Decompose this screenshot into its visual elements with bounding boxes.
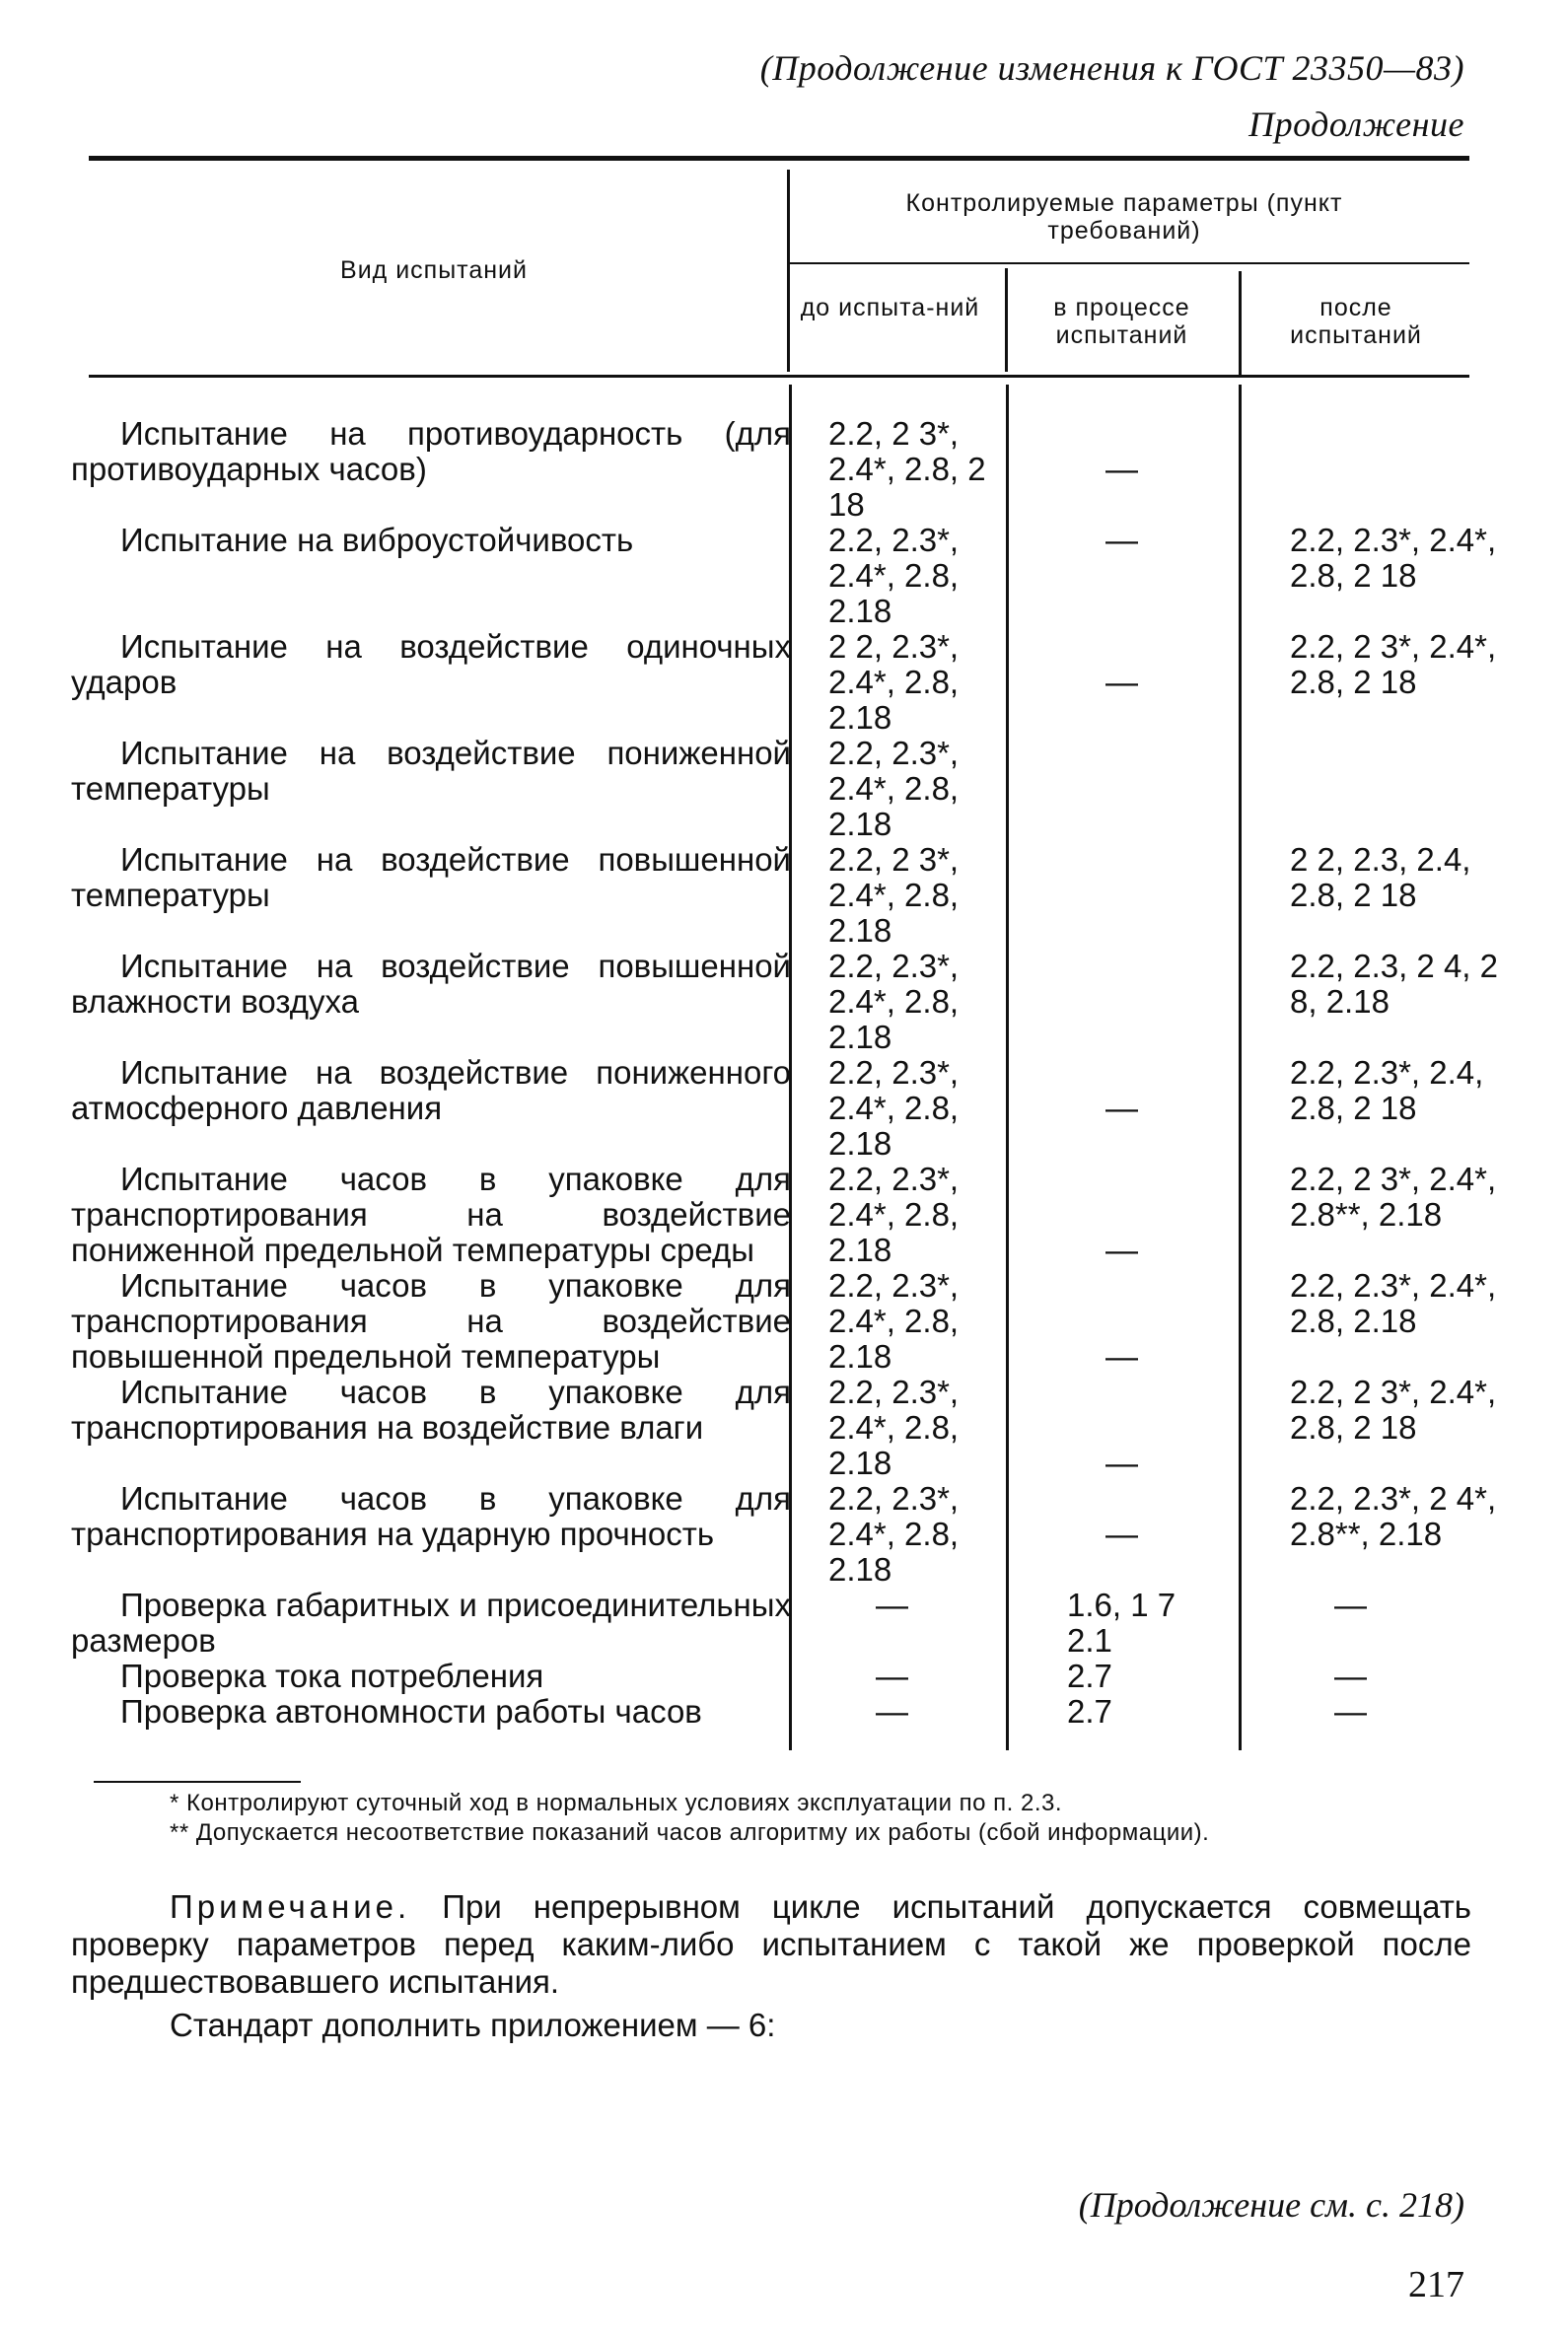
test-name: Проверка габаритных и присоединительных размеров [71, 1587, 791, 1659]
params-during: — [1105, 1338, 1138, 1375]
params-before: — [876, 1658, 908, 1694]
footer-continuation: (Продолжение см. с. 218) [1078, 2185, 1464, 2225]
footnote-rule [94, 1781, 301, 1783]
params-before: — [876, 1587, 908, 1623]
test-name: Испытание на воздействие повышенной температуры [71, 841, 791, 913]
params-after: 2.2, 2 3*, 2.4*, 2.8, 2 18 [1290, 628, 1497, 700]
test-name: Испытание на воздействие пониженного атмосферного давления [71, 1054, 791, 1126]
test-name: Проверка тока потребления [120, 1658, 544, 1694]
params-during: — [1105, 1516, 1138, 1552]
params-before: 2.2, 2.3*, 2.4*, 2.8, 2.18 [828, 522, 960, 629]
params-during: — [1105, 1232, 1138, 1268]
test-name: Испытание часов в упаковке для транспортирования на воздействие пониженной предельной температуры среды [71, 1161, 791, 1268]
params-after: 2.2, 2 3*, 2.4*, 2.8**, 2.18 [1290, 1161, 1497, 1233]
test-name: Испытание на воздействие повышенной влажности воздуха [71, 948, 791, 1020]
params-after: — [1334, 1587, 1367, 1623]
column-header-test-type: Вид испытаний [340, 256, 528, 284]
params-before: 2.2, 2.3*, 2.4*, 2.8, 2.18 [828, 1267, 960, 1375]
table-top-rule [89, 156, 1469, 161]
test-name: Проверка автономности работы часов [120, 1693, 702, 1730]
params-before: 2.2, 2 3*, 2.4*, 2.8, 2.18 [828, 841, 960, 949]
params-during: — [1105, 1445, 1138, 1481]
continuation-header: (Продолжение изменения к ГОСТ 23350—83) [759, 48, 1464, 88]
footnote-1: * Контролируют суточный ход в нормальных условиях эксплуатации по п. 2.3. [170, 1790, 1063, 1816]
params-before: — [876, 1693, 908, 1730]
divider-before-during-body [1006, 385, 1009, 1750]
addition-line: Стандарт дополнить приложением — 6: [170, 2007, 776, 2043]
divider-during-after-header [1239, 271, 1242, 375]
test-name: Испытание часов в упаковке для транспортирования на ударную прочность [71, 1480, 791, 1552]
test-name: Испытание на виброустойчивость [120, 522, 634, 558]
params-before: 2.2, 2.3*, 2.4*, 2.8, 2.18 [828, 735, 960, 842]
params-after: 2.2, 2.3*, 2.4*, 2.8, 2.18 [1290, 1267, 1497, 1339]
params-during: — [1105, 1090, 1138, 1126]
params-after: 2.2, 2.3*, 2.4, 2.8, 2 18 [1290, 1054, 1484, 1126]
test-name: Испытание на противоударность (для противоударных часов) [71, 415, 791, 487]
note-label: Примечание. [170, 1888, 411, 1925]
params-during: — [1105, 664, 1138, 700]
params-during: 2.7 [1067, 1693, 1112, 1730]
test-name: Испытание на воздействие пониженной температуры [71, 735, 791, 807]
header-bottom-rule [89, 375, 1469, 378]
params-before: 2.2, 2.3*, 2.4*, 2.8, 2.18 [828, 948, 960, 1055]
footnote-2: ** Допускается несоответствие показаний часов алгоритму их работы (сбой информации). [170, 1819, 1210, 1846]
params-after: 2 2, 2.3, 2.4, 2.8, 2 18 [1290, 841, 1471, 913]
divider-name-before-header [787, 170, 790, 372]
params-before: 2.2, 2.3*, 2.4*, 2.8, 2.18 [828, 1374, 960, 1481]
note-text: При непрерывном цикле испытаний допускается совмещать проверку параметров перед каким-либо испытанием с такой же проверкой после предшествовавшего испытания. [71, 1888, 1471, 2000]
divider-during-after-body [1239, 385, 1242, 1750]
page-number: 217 [1408, 2264, 1464, 2305]
params-after: 2.2, 2.3*, 2 4*, 2.8**, 2.18 [1290, 1480, 1497, 1552]
column-header-during: в процессе испытаний [1053, 294, 1190, 349]
params-after: — [1334, 1693, 1367, 1730]
params-before: 2.2, 2.3*, 2.4*, 2.8, 2.18 [828, 1480, 960, 1588]
params-during: — [1105, 451, 1138, 487]
params-before: 2 2, 2.3*, 2.4*, 2.8, 2.18 [828, 628, 960, 736]
params-after: 2.2, 2.3, 2 4, 2 8, 2.18 [1290, 948, 1498, 1020]
note-paragraph [71, 1888, 1471, 2001]
test-name: Испытание часов в упаковке для транспортирования на воздействие влаги [71, 1374, 791, 1446]
params-before: 2.2, 2.3*, 2.4*, 2.8, 2.18 [828, 1161, 960, 1268]
column-header-controlled-params: Контролируемые параметры (пункт требований) [905, 189, 1343, 245]
params-after: — [1334, 1658, 1367, 1694]
params-after: 2.2, 2.3*, 2.4*, 2.8, 2 18 [1290, 522, 1497, 594]
params-after: 2.2, 2 3*, 2.4*, 2.8, 2 18 [1290, 1374, 1497, 1446]
params-during: 1.6, 1 7 2.1 [1067, 1587, 1176, 1659]
params-before: 2.2, 2.3*, 2.4*, 2.8, 2.18 [828, 1054, 960, 1162]
params-during: — [1105, 522, 1138, 558]
group-header-rule [787, 262, 1469, 264]
continuation-subtitle: Продолжение [1248, 105, 1464, 144]
divider-before-during-header [1005, 268, 1008, 372]
column-header-before: до испыта-ний [800, 294, 980, 321]
column-header-after: после испытаний [1290, 294, 1422, 349]
params-before: 2.2, 2 3*, 2.4*, 2.8, 2 18 [828, 415, 986, 523]
test-name: Испытание часов в упаковке для транспортирования на воздействие повышенной предельной температуры [71, 1267, 791, 1375]
test-name: Испытание на воздействие одиночных ударов [71, 628, 791, 700]
params-during: 2.7 [1067, 1658, 1112, 1694]
